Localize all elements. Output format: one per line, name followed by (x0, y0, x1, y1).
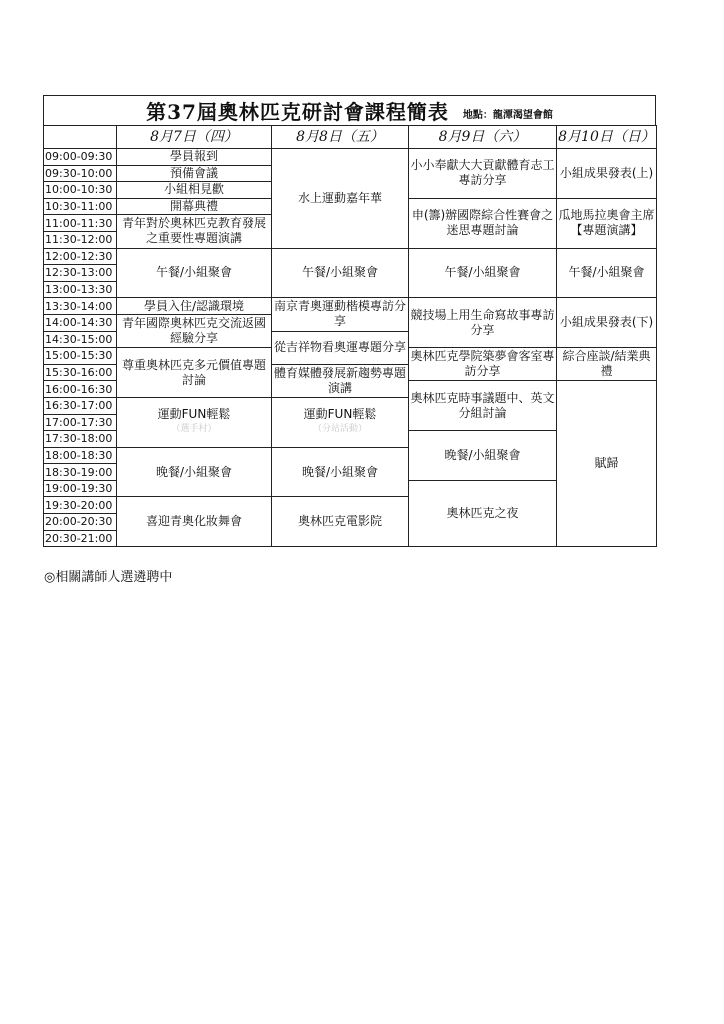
table-row (44, 298, 657, 315)
session-cell: 青年對於奧林匹克教育發展之重要性專題演講 (117, 215, 272, 248)
schedule-table (43, 125, 657, 547)
session-cell: 午餐/小組聚會 (409, 248, 557, 298)
session-cell: 奧林匹克電影院 (272, 497, 409, 547)
session-cell: 喜迎青奧化妝舞會 (117, 497, 272, 547)
time-slot: 16:00-16:30 (44, 381, 117, 398)
time-slot: 11:30-12:00 (44, 231, 117, 248)
time-slot: 16:30-17:00 (44, 397, 117, 414)
time-slot: 13:30-14:00 (44, 298, 117, 315)
session-cell: 小組相見歡 (117, 182, 272, 199)
session-cell: 水上運動嘉年華 (272, 149, 409, 249)
session-cell: 開幕典禮 (117, 198, 272, 215)
time-slot: 18:00-18:30 (44, 447, 117, 464)
time-slot: 11:00-11:30 (44, 215, 117, 232)
session-cell (272, 397, 409, 447)
session-cell: 晚餐/小組聚會 (117, 447, 272, 497)
time-slot: 13:00-13:30 (44, 281, 117, 298)
time-slot: 14:00-14:30 (44, 314, 117, 331)
session-cell: 小組成果發表(上) (557, 149, 657, 199)
session-cell: 晚餐/小組聚會 (272, 447, 409, 497)
title-bar (43, 95, 656, 125)
session-cell: 青年國際奧林匹克交流返國經驗分享 (117, 314, 272, 347)
venue-label: 地點：龍潭渴望會館 (462, 110, 553, 121)
session-subtitle: 【專題演講】 (570, 223, 643, 238)
time-slot: 18:30-19:00 (44, 464, 117, 481)
session-cell: 體育媒體發展新趨勢專題演講 (272, 364, 409, 397)
time-slot: 15:30-16:00 (44, 364, 117, 381)
day-header: 8月9日（六） (409, 126, 557, 149)
time-slot: 19:30-20:00 (44, 497, 117, 514)
day-header: 8月7日（四） (117, 126, 272, 149)
session-cell: 從吉祥物看奧運專題分享 (272, 331, 409, 364)
page-title: 第37屆奧林匹克研討會課程簡表 (146, 100, 449, 124)
day-header: 8月8日（五） (272, 126, 409, 149)
time-slot: 15:00-15:30 (44, 348, 117, 365)
time-slot: 09:30-10:00 (44, 165, 117, 182)
header-row (44, 126, 657, 149)
session-cell: 午餐/小組聚會 (557, 248, 657, 298)
time-slot: 20:30-21:00 (44, 530, 117, 547)
session-cell: 競技場上用生命寫故事專訪分享 (409, 298, 557, 348)
session-cell: 尊重奧林匹克多元價值專題討論 (117, 348, 272, 398)
time-slot: 10:00-10:30 (44, 182, 117, 199)
session-cell: 午餐/小組聚會 (117, 248, 272, 298)
session-subtitle: （分站活動） (312, 424, 367, 435)
day-header: 8月10日（日） (557, 126, 657, 149)
session-title: 瓜地馬拉奧會主席 (558, 208, 655, 223)
session-cell: 奧林匹克時事議題中、英文分組討論 (409, 381, 557, 431)
session-subtitle: （選手村） (171, 424, 217, 435)
table-row (44, 149, 657, 166)
time-slot: 12:00-12:30 (44, 248, 117, 265)
footnote: ◎相關講師人選遴聘中 (44, 570, 173, 585)
session-cell: 南京青奧運動楷模專訪分享 (272, 298, 409, 331)
corner-cell (44, 126, 117, 149)
time-slot: 10:30-11:00 (44, 198, 117, 215)
time-slot: 19:00-19:30 (44, 480, 117, 497)
session-cell: 小組成果發表(下) (557, 298, 657, 348)
session-cell: 學員報到 (117, 149, 272, 166)
session-cell: 奧林匹克學院築夢會客室專訪分享 (409, 348, 557, 381)
time-slot: 12:30-13:00 (44, 265, 117, 282)
session-cell: 申(籌)辦國際綜合性賽會之迷思專題討論 (409, 198, 557, 248)
time-slot: 17:30-18:00 (44, 431, 117, 448)
session-cell: 綜合座談/結業典禮 (557, 348, 657, 381)
time-slot: 09:00-09:30 (44, 149, 117, 166)
session-cell: 學員入住/認識環境 (117, 298, 272, 315)
time-slot: 14:30-15:00 (44, 331, 117, 348)
session-cell: 小小奉獻大大貢獻體育志工專訪分享 (409, 149, 557, 199)
session-cell: 賦歸 (557, 381, 657, 547)
session-cell (557, 198, 657, 248)
session-cell: 晚餐/小組聚會 (409, 431, 557, 481)
session-cell: 預備會議 (117, 165, 272, 182)
table-row (44, 248, 657, 265)
session-cell: 午餐/小組聚會 (272, 248, 409, 298)
time-slot: 17:00-17:30 (44, 414, 117, 431)
schedule-sheet (43, 95, 656, 547)
session-cell: 奧林匹克之夜 (409, 480, 557, 546)
session-cell (117, 397, 272, 447)
time-slot: 20:00-20:30 (44, 514, 117, 531)
session-title: 運動FUN輕鬆 (157, 407, 231, 422)
session-title: 運動FUN輕鬆 (303, 407, 377, 422)
